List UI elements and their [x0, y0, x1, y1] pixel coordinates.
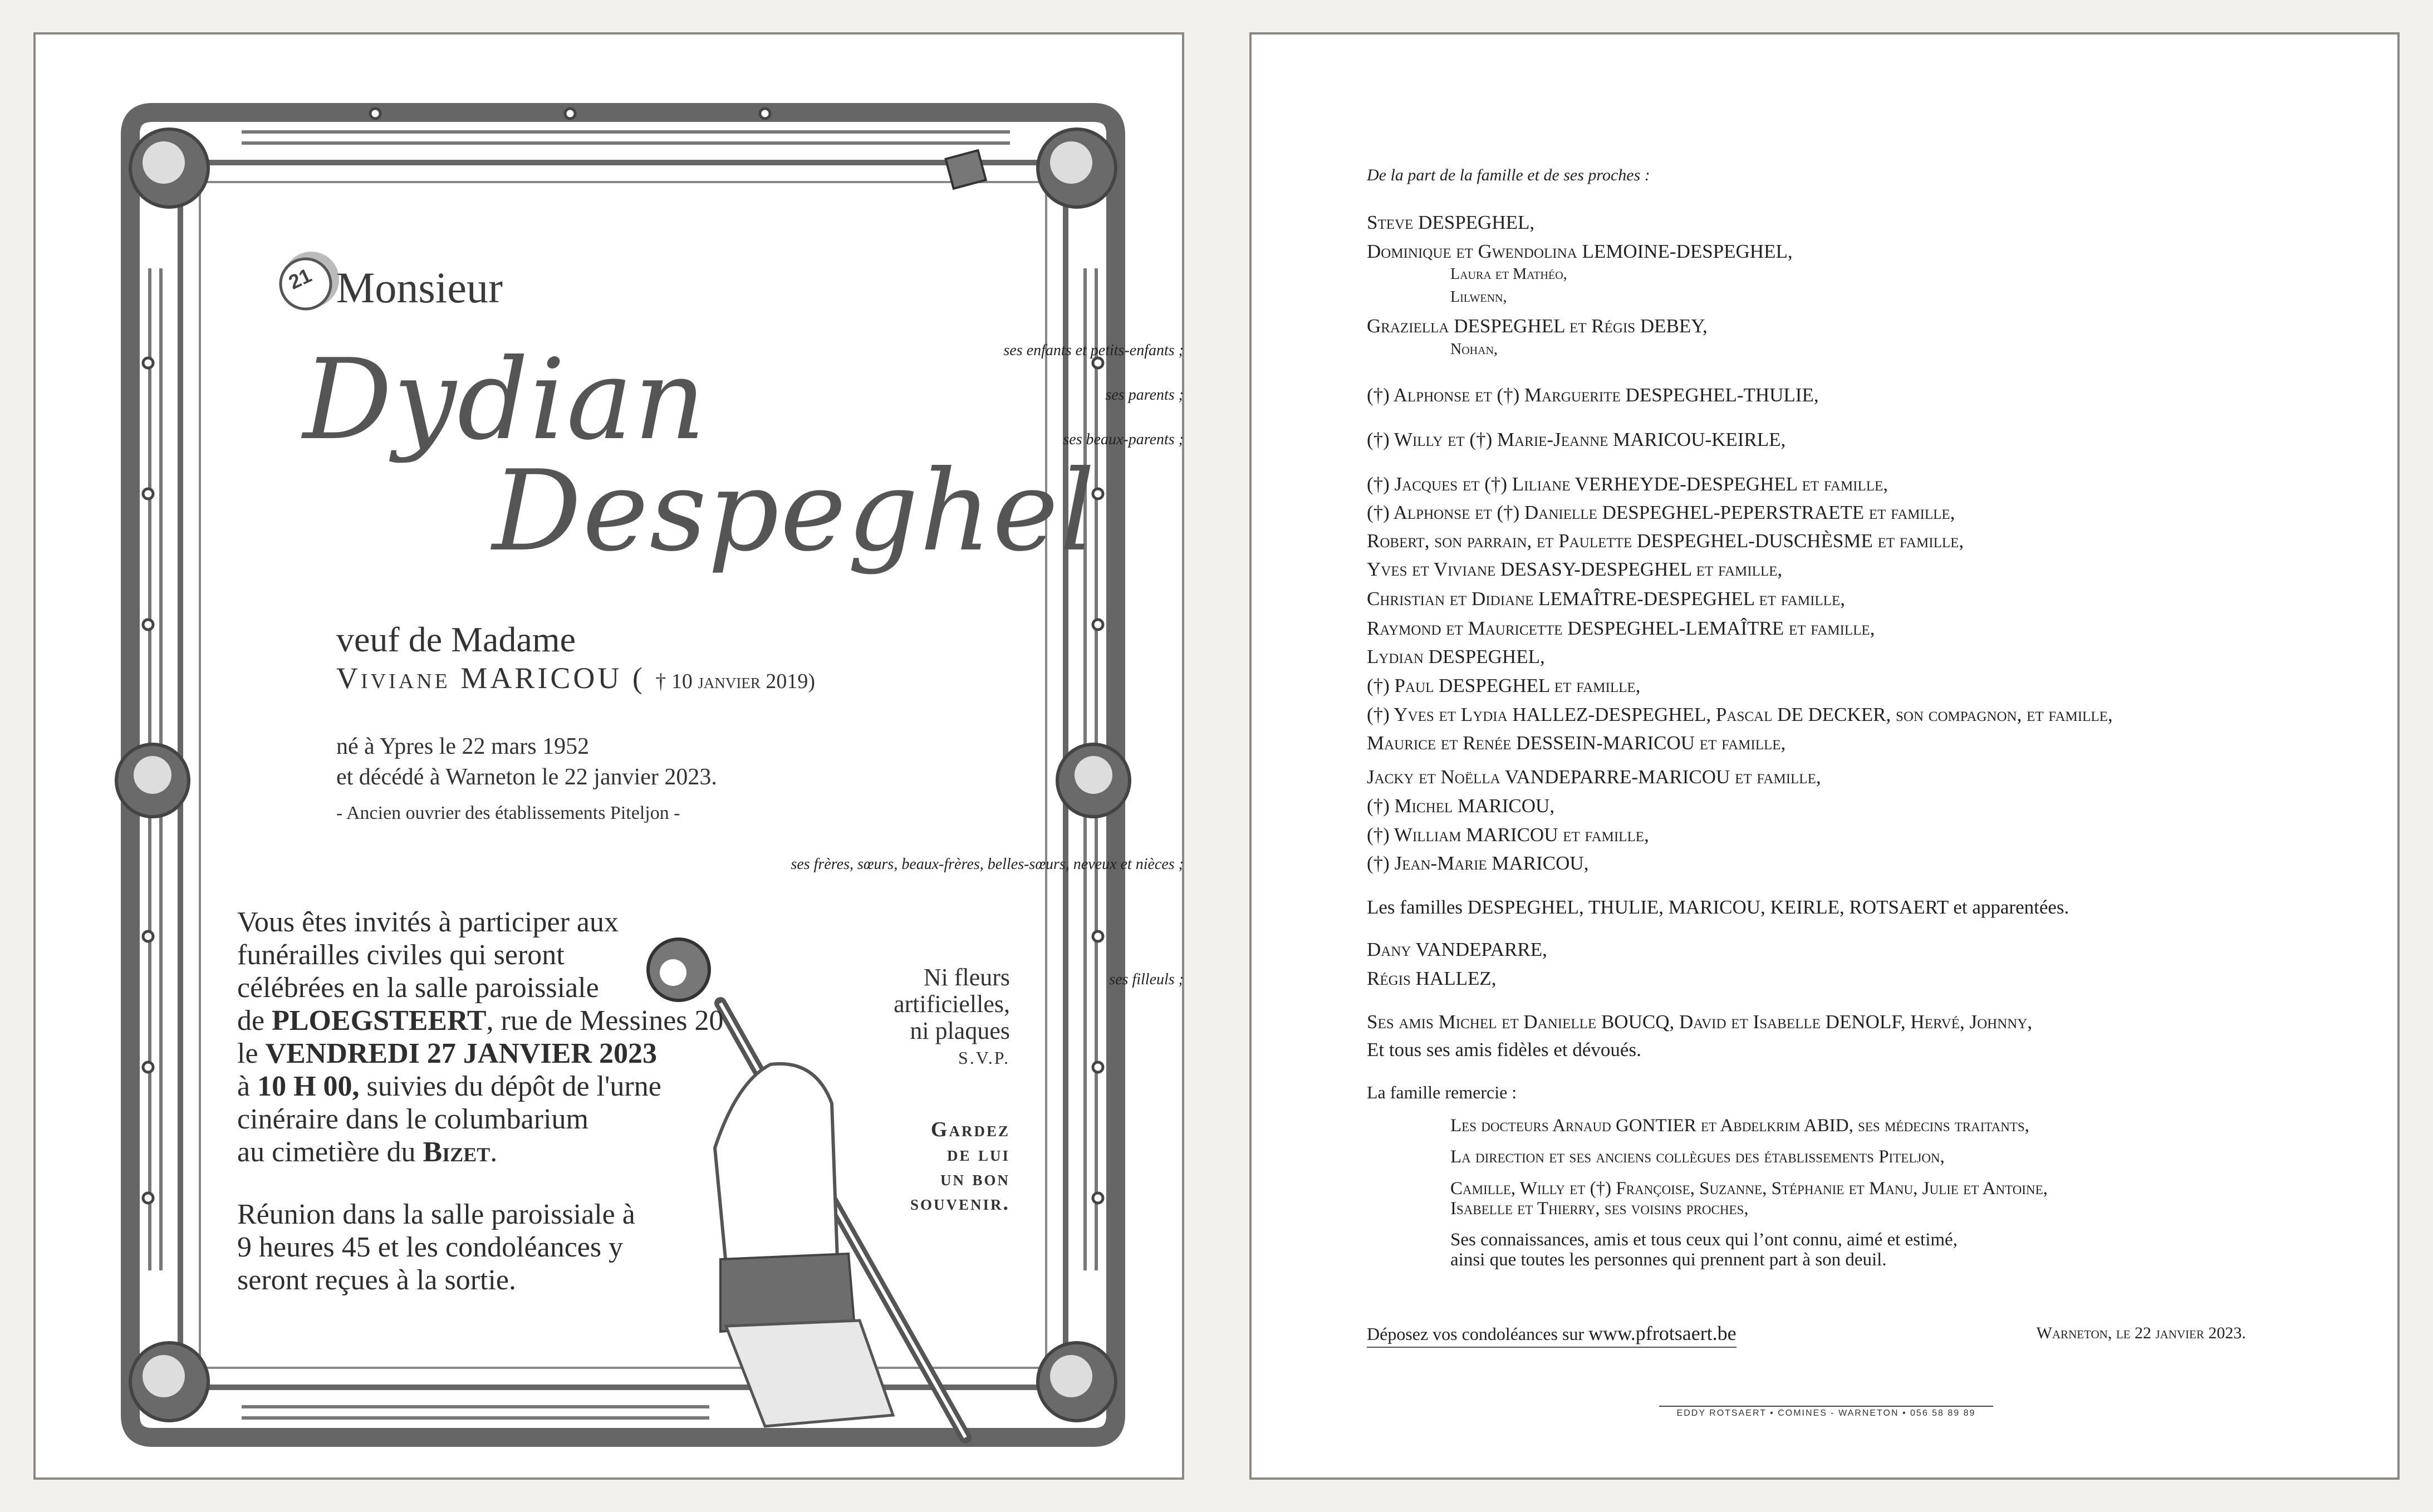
role-children: ses enfants et petits-enfants ; [1003, 342, 1184, 359]
sibling-line: Lydian DESPEGHEL, [1367, 646, 1545, 667]
funeral-time: 10 H 00, [257, 1071, 360, 1102]
sibling-line: Robert, son parrain, et Paulette DESPEGHEL-DUSCHÈSME et famille, [1367, 530, 1964, 552]
occupation-line: - Ancien ouvrier des établissements Piteljon - [336, 803, 680, 823]
no-flowers-note [787, 964, 1010, 1071]
friends-line: Et tous ses amis fidèles et dévoués. [1367, 1039, 1641, 1061]
birth-line: né à Ypres le 22 mars 1952 [336, 734, 590, 759]
funeral-date: VENDREDI 27 JANVIER 2023 [265, 1038, 658, 1069]
godchild: Dany VANDEPARRE, [1367, 939, 1547, 960]
reunion-line: 9 heures 45 et les condoléances y [237, 1231, 624, 1263]
invite-line: cinéraire dans le columbarium [237, 1103, 588, 1135]
sibling-line: Yves et Viviane DESASY-DESPEGHEL et famille, [1367, 558, 1783, 580]
grandchild: Nohan, [1450, 341, 1498, 358]
sibling-line: Maurice et Renée DESSEIN-MARICOU et famille, [1367, 732, 1786, 754]
keep-memory-line: souvenir. [910, 1191, 1010, 1215]
keep-memory-line: de lui [946, 1142, 1010, 1166]
cemetery-name: Bizet [423, 1136, 490, 1168]
sibling-line: (†) Paul DESPEGHEL et famille, [1367, 675, 1641, 696]
reunion-line: Réunion dans la salle paroissiale à [237, 1199, 635, 1230]
keep-memory-line: un bon [940, 1167, 1010, 1190]
sibling-line: Raymond et Mauricette DESPEGHEL-LEMAÎTRE et famille, [1367, 617, 1875, 639]
invite-line: le VENDREDI 27 JANVIER 2023 [237, 1038, 658, 1069]
family-member: Graziella DESPEGHEL et Régis DEBEY, [1367, 315, 1708, 337]
role-in-laws: ses beaux-parents ; [1063, 431, 1184, 448]
reunion-line: seront reçues à la sortie. [237, 1264, 517, 1296]
keep-memory-line: Gardez [930, 1118, 1010, 1141]
funeral-home-footer: EDDY ROTSAERT • COMINES - WARNETON • 056 58 89 89 [1676, 1408, 1976, 1418]
spouse-name [336, 661, 815, 695]
thanks-line: ainsi que toutes les personnes qui prennent part à son deuil. [1450, 1250, 1887, 1270]
keep-memory-note [787, 1117, 1010, 1215]
sibling-line: (†) William MARICOU et famille, [1367, 824, 1649, 846]
reunion-note [237, 1198, 660, 1297]
in-laws: (†) Willy et (†) Marie-Jeanne MARICOU-KEIRLE, [1367, 429, 1786, 450]
widower-label: veuf de Madame [336, 620, 576, 659]
invite-line: célébrées en la salle paroissiale [237, 972, 599, 1004]
invite-line: de PLOEGSTEERT, rue de Messines 20 [237, 1005, 724, 1037]
parents: (†) Alphonse et (†) Marguerite DESPEGHEL-THULIE, [1367, 384, 1819, 406]
sibling-line: (†) Jean-Marie MARICOU, [1367, 852, 1589, 874]
role-siblings: ses frères, sœurs, beaux-frères, belles-sœurs, neveux et nièces ; [791, 856, 1184, 873]
thanks-line: Camille, Willy et (†) Françoise, Suzanne, Stéphanie et Manu, Julie et Antoine, [1450, 1179, 2048, 1199]
death-line: et décédé à Warneton le 22 janvier 2023. [336, 764, 717, 790]
invite-line: à 10 H 00, suivies du dépôt de l'urne [237, 1071, 661, 1102]
sibling-line: (†) Michel MARICOU, [1367, 795, 1555, 817]
left-page [33, 32, 1184, 1480]
condolences-prefix: Déposez vos condoléances sur [1367, 1324, 1589, 1344]
family-member: Dominique et Gwendolina LEMOINE-DESPEGHEL, [1367, 240, 1793, 262]
thanks-line: La direction et ses anciens collègues des établissements Piteljon, [1450, 1147, 1945, 1167]
thanks-line: Isabelle et Thierry, ses voisins proches, [1450, 1199, 1749, 1219]
grandchild: Laura et Mathéo, [1450, 266, 1567, 283]
no-flowers-line: artificielles, [894, 990, 1010, 1018]
spouse-death-date: † 10 janvier 2019) [655, 670, 816, 693]
sibling-line: Jacky et Noëlla VANDEPARRE-MARICOU et famille, [1367, 766, 1821, 788]
ball-number: 21 [285, 263, 315, 294]
no-flowers-line: ni plaques [910, 1017, 1010, 1044]
venue-town: PLOEGSTEERT [272, 1005, 487, 1037]
no-flowers-line: Ni fleurs [923, 964, 1010, 991]
families-line: Les familles DESPEGHEL, THULIE, MARICOU, KEIRLE, ROTSAERT et apparentées. [1367, 896, 2069, 918]
thanks-line: Ses connaissances, amis et tous ceux qui l’ont connu, aimé et estimé, [1450, 1230, 1958, 1250]
sibling-line: (†) Yves et Lydia HALLEZ-DESPEGHEL, Pascal DE DECKER, son compagnon, et famille, [1367, 704, 2113, 725]
svp-label: S.V.P. [958, 1048, 1010, 1068]
friends-line: Ses amis Michel et Danielle BOUCQ, David et Isabelle DENOLF, Hervé, Johnny, [1367, 1011, 2033, 1033]
thanks-line: Les docteurs Arnaud GONTIER et Abdelkrim ABID, ses médecins traitants, [1450, 1116, 2029, 1136]
sibling-line: Christian et Didiane LEMAÎTRE-DESPEGHEL et famille, [1367, 588, 1845, 610]
footer-divider [1659, 1406, 1993, 1407]
role-godchildren: ses filleuls ; [1109, 971, 1184, 988]
spouse-name-text: Viviane MARICOU ( [336, 661, 645, 695]
sibling-line: (†) Jacques et (†) Liliane VERHEYDE-DESPEGHEL et famille, [1367, 473, 1888, 495]
family-intro: De la part de la famille et de ses proches : [1367, 166, 1650, 184]
godchild: Régis HALLEZ, [1367, 968, 1497, 989]
invite-line: funérailles civiles qui seront [237, 939, 565, 971]
funeral-invitation [237, 906, 755, 1169]
place-and-date: Warneton, le 22 janvier 2023. [2036, 1324, 2246, 1342]
sibling-line: (†) Alphonse et (†) Danielle DESPEGHEL-PEPERSTRAETE et famille, [1367, 502, 1955, 523]
grandchild: Lilwenn, [1450, 288, 1507, 306]
deceased-last-name: Despeghel [492, 446, 1096, 576]
invite-line: Vous êtes invités à participer aux [237, 906, 619, 938]
condolences-note [1367, 1322, 1737, 1348]
role-parents: ses parents ; [1105, 386, 1184, 404]
deceased-first-name: Dydian [303, 335, 707, 465]
family-member: Steve DESPEGHEL, [1367, 212, 1535, 233]
thanks-intro: La famille remercie : [1367, 1082, 1517, 1102]
invite-line: au cimetière du Bizet. [237, 1136, 498, 1168]
deceased-title: Monsieur [336, 263, 503, 312]
condolences-website-link[interactable]: www.pfrotsaert.be [1588, 1322, 1737, 1344]
